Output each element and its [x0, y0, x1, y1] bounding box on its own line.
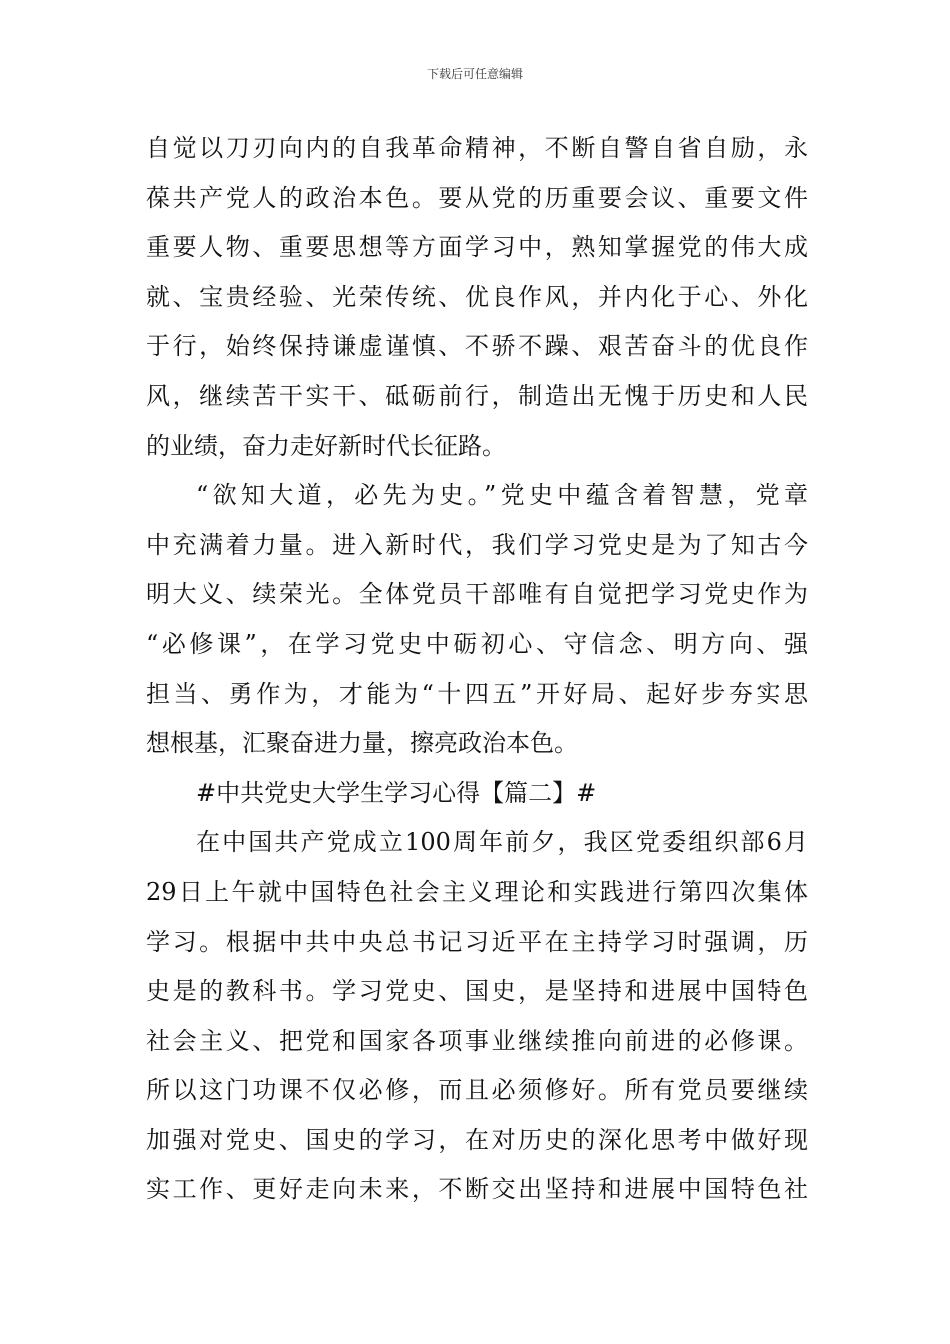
text-line-17: 学习。根据中共中央总书记习近平在主持学习时强调，历: [146, 927, 808, 956]
text-line-22: 实工作、更好走向未来，不断交出坚持和进展中国特色社: [146, 1175, 808, 1204]
text-line-11: “必修课”，在学习党史中砺初心、守信念、明方向、强: [146, 629, 808, 658]
text-line-16: 29日上午就中国特色社会主义理论和实践进行第四次集体: [146, 877, 808, 906]
text-line-3: 重要人物、重要思想等方面学习中，熟知掌握党的伟大成: [146, 233, 808, 262]
text-line-21: 加强对党史、国史的学习，在对历史的深化思考中做好现: [146, 1125, 808, 1154]
text-line-10: 明大义、续荣光。全体党员干部唯有自觉把学习党史作为: [146, 580, 808, 609]
text-line-1: 自觉以刀刃向内的自我革命精神，不断自警自省自励，永: [146, 134, 808, 162]
text-line-13: 想根基，汇聚奋进力量，擦亮政治本色。: [146, 729, 578, 758]
document-body: [146, 124, 808, 1215]
text-line-15: 在中国共产党成立100周年前夕，我区党委组织部6月: [196, 828, 808, 857]
text-line-20: 所以这门功课不仅必修，而且必须修好。所有党员要继续: [146, 1076, 808, 1105]
text-line-5: 于行，始终保持谦虚谨慎、不骄不躁、艰苦奋斗的优良作: [146, 332, 808, 361]
text-line-8: “欲知大道，必先为史。”党史中蕴含着智慧，党章: [196, 481, 808, 510]
text-line-7: 的业绩，奋力走好新时代长征路。: [146, 431, 506, 460]
text-line-2: 葆共产党人的政治本色。要从党的历重要会议、重要文件: [146, 183, 808, 212]
text-line-19: 社会主义、把党和国家各项事业继续推向前进的必修课。: [146, 1026, 808, 1055]
text-line-18: 史是的教科书。学习党史、国史，是坚持和进展中国特色: [146, 977, 808, 1006]
page-header: 下载后可任意编辑: [426, 67, 523, 81]
text-line-4: 就、宝贵经验、光荣传统、优良作风，并内化于心、外化: [146, 282, 808, 311]
text-line-12: 担当、勇作为，才能为“十四五”开好局、起好步夯实思: [146, 679, 808, 708]
text-line-9: 中充满着力量。进入新时代，我们学习党史是为了知古今: [146, 530, 808, 559]
text-line-6: 风，继续苦干实干、砥砺前行，制造出无愧于历史和人民: [146, 381, 808, 410]
section-heading: #中共党史大学生学习心得【篇二】#: [196, 778, 597, 807]
